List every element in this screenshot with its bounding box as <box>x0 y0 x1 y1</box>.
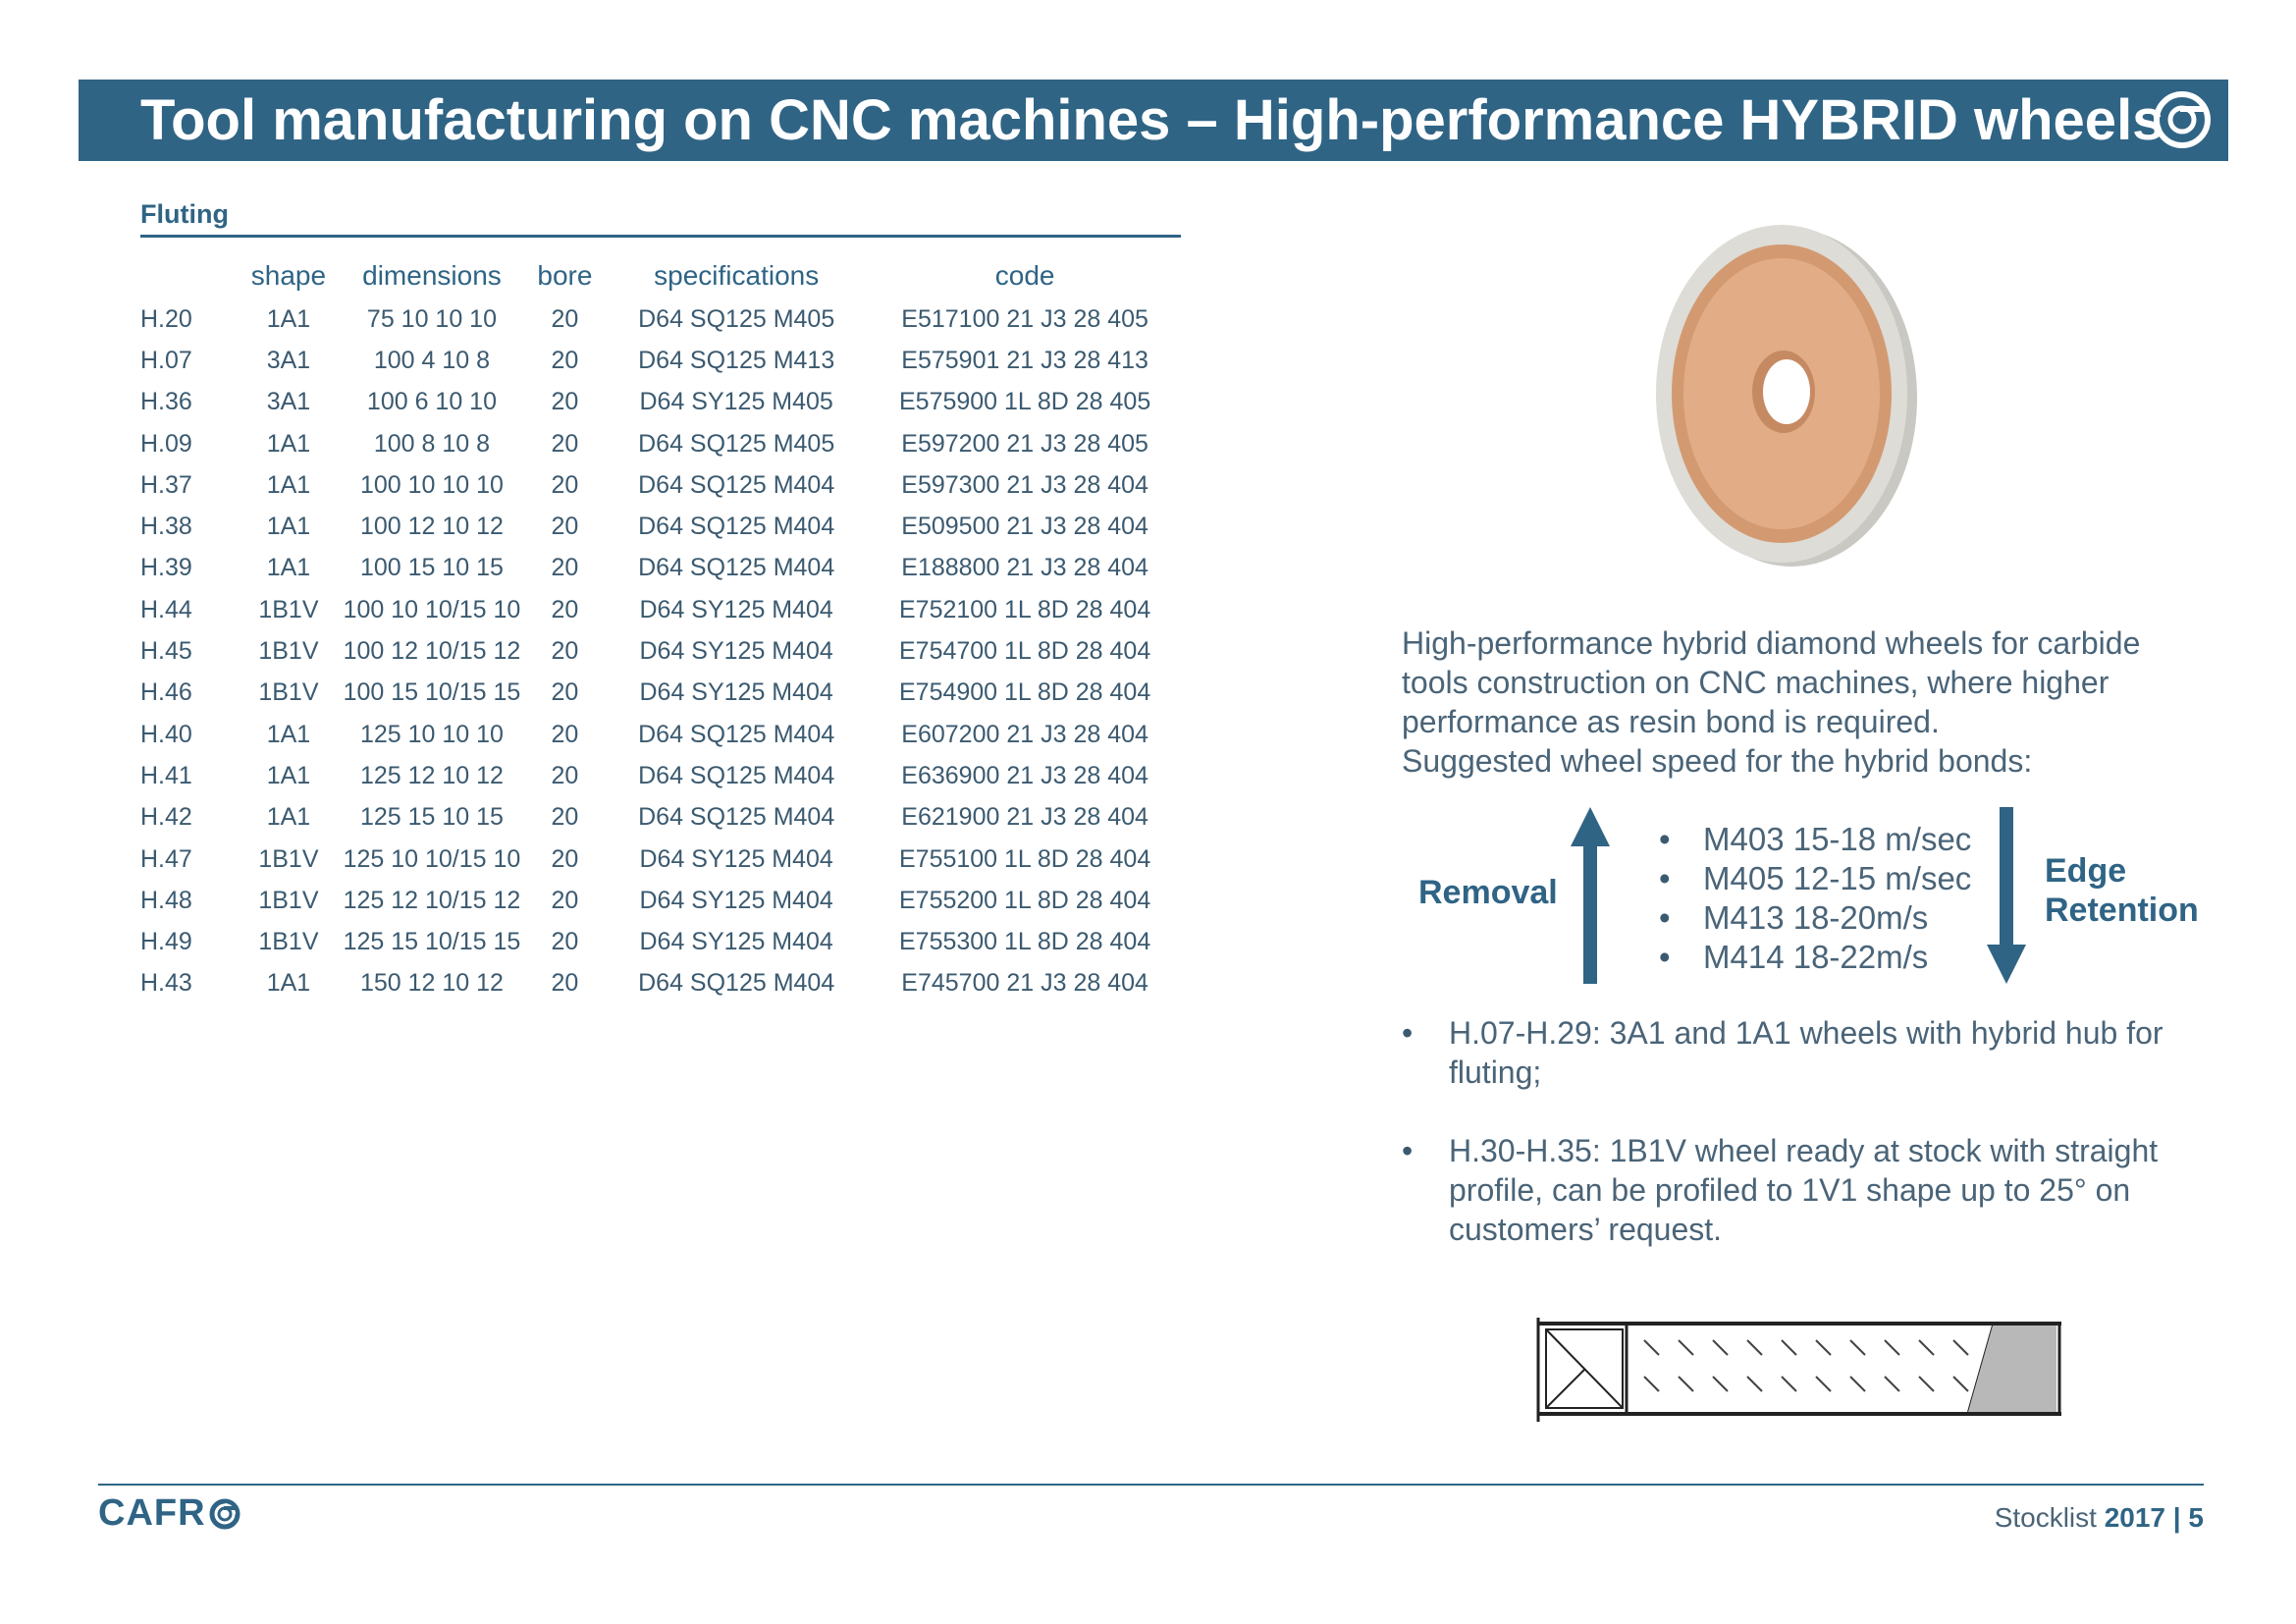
cell-bore: 20 <box>551 928 579 956</box>
cell-dimensions: 100 10 10 10 <box>359 470 504 499</box>
cafro-o-mark-icon <box>208 1497 241 1531</box>
arrow-up-icon <box>1571 807 1610 984</box>
cell-ref: H.49 <box>140 928 192 956</box>
cell-ref: H.07 <box>140 346 192 374</box>
cell-specifications: D64 SY125 M404 <box>639 844 833 873</box>
cell-specifications: D64 SQ125 M404 <box>638 803 835 832</box>
speed-item: • M414 18-22m/s <box>1659 938 1971 977</box>
cell-shape: 1A1 <box>266 513 311 541</box>
cell-dimensions: 100 12 10/15 12 <box>343 637 521 666</box>
cell-bore: 20 <box>551 554 579 582</box>
cell-specifications: D64 SY125 M404 <box>639 595 833 623</box>
cell-dimensions: 100 6 10 10 <box>366 388 497 416</box>
hybrid-wheel-image <box>1634 211 1929 574</box>
cell-code: E597200 21 J3 28 405 <box>901 429 1148 458</box>
cell-code: E636900 21 J3 28 404 <box>901 761 1148 789</box>
wheel-profile-drawing <box>1536 1316 2066 1424</box>
speed-item: • M403 15-18 m/sec <box>1659 820 1971 859</box>
cell-ref: H.09 <box>140 429 192 458</box>
cell-bore: 20 <box>551 346 579 374</box>
page-separator: | <box>2172 1502 2181 1533</box>
footer-page-info <box>1995 1502 2204 1534</box>
table-row <box>140 589 1181 630</box>
cell-shape: 1B1V <box>258 678 319 707</box>
cell-ref: H.46 <box>140 678 192 707</box>
cell-specifications: D64 SQ125 M404 <box>638 470 835 499</box>
col-dimensions-header: dimensions <box>362 260 502 291</box>
table-row <box>140 921 1181 962</box>
cell-dimensions: 125 10 10/15 10 <box>343 844 521 873</box>
col-shape-header: shape <box>250 260 327 291</box>
table-row <box>140 464 1181 506</box>
footer-logo <box>98 1492 241 1535</box>
table-row <box>140 340 1181 381</box>
cell-dimensions: 100 10 10/15 10 <box>343 595 521 623</box>
cell-bore: 20 <box>551 429 579 458</box>
cell-bore: 20 <box>551 803 579 832</box>
cell-bore: 20 <box>551 720 579 748</box>
cell-shape: 1A1 <box>266 803 311 832</box>
header-banner <box>79 80 2228 161</box>
cell-shape: 1B1V <box>258 928 319 956</box>
cell-ref: H.37 <box>140 470 192 499</box>
cell-code: E745700 21 J3 28 404 <box>901 969 1148 998</box>
cell-dimensions: 100 15 10 15 <box>359 554 504 582</box>
arrow-down-icon <box>1987 807 2026 984</box>
table-row <box>140 839 1181 880</box>
cell-ref: H.43 <box>140 969 192 998</box>
table-row <box>140 548 1181 589</box>
cell-bore: 20 <box>551 513 579 541</box>
cell-dimensions: 125 15 10 15 <box>359 803 504 832</box>
cell-code: E517100 21 J3 28 405 <box>901 304 1148 333</box>
cell-ref: H.45 <box>140 637 192 666</box>
cell-ref: H.20 <box>140 304 192 333</box>
table-row <box>140 298 1181 340</box>
cell-ref: H.48 <box>140 886 192 914</box>
footer-brand-text: CAFR <box>98 1492 206 1534</box>
cell-specifications: D64 SQ125 M404 <box>638 761 835 789</box>
cell-bore: 20 <box>551 470 579 499</box>
page-title: Tool manufacturing on CNC machines – High-performance HYBRID wheels <box>140 88 2164 152</box>
cell-code: E754700 1L 8D 28 404 <box>898 637 1151 666</box>
cell-specifications: D64 SY125 M405 <box>639 388 833 416</box>
col-specifications-header: specifications <box>654 260 820 291</box>
cell-shape: 3A1 <box>266 346 311 374</box>
cell-code: E755300 1L 8D 28 404 <box>898 928 1151 956</box>
cell-code: E755200 1L 8D 28 404 <box>898 886 1151 914</box>
description-line: Suggested wheel speed for the hybrid bonds: <box>1402 743 2033 779</box>
cell-code: E755100 1L 8D 28 404 <box>898 844 1151 873</box>
cell-specifications: D64 SQ125 M404 <box>638 969 835 998</box>
description <box>1402 623 2226 781</box>
cell-dimensions: 125 12 10 12 <box>359 761 504 789</box>
table-row <box>140 630 1181 672</box>
cell-bore: 20 <box>551 678 579 707</box>
cell-shape: 1B1V <box>258 844 319 873</box>
cell-code: E188800 21 J3 28 404 <box>901 554 1148 582</box>
col-bore-header: bore <box>537 260 593 291</box>
cell-shape: 1A1 <box>266 429 311 458</box>
cell-dimensions: 100 12 10 12 <box>359 513 504 541</box>
cell-code: E754900 1L 8D 28 404 <box>898 678 1151 707</box>
cell-ref: H.42 <box>140 803 192 832</box>
cell-specifications: D64 SY125 M404 <box>639 678 833 707</box>
col-code-header: code <box>994 260 1055 291</box>
cell-specifications: D64 SY125 M404 <box>639 637 833 666</box>
cell-ref: H.41 <box>140 761 192 789</box>
cell-bore: 20 <box>551 595 579 623</box>
edge-retention-line: Retention <box>2045 892 2199 929</box>
cell-ref: H.36 <box>140 388 192 416</box>
cell-ref: H.47 <box>140 844 192 873</box>
cell-bore: 20 <box>551 761 579 789</box>
cell-bore: 20 <box>551 304 579 333</box>
cell-specifications: D64 SQ125 M404 <box>638 720 835 748</box>
table-row <box>140 755 1181 796</box>
cell-code: E597300 21 J3 28 404 <box>901 470 1148 499</box>
cell-code: E575900 1L 8D 28 405 <box>898 388 1151 416</box>
stocklist-label: Stocklist <box>1994 1502 2097 1533</box>
cell-ref: H.39 <box>140 554 192 582</box>
description-line: tools construction on CNC machines, where higher <box>1402 665 2109 700</box>
note-item: • H.30-H.35: 1B1V wheel ready at stock with straight profile, can be profiled to 1V1 shape up to 25° on customers’ request. <box>1402 1131 2226 1249</box>
cell-specifications: D64 SY125 M404 <box>639 928 833 956</box>
cell-code: E621900 21 J3 28 404 <box>901 803 1148 832</box>
cell-dimensions: 125 10 10 10 <box>359 720 504 748</box>
table-row <box>140 382 1181 423</box>
cell-shape: 1A1 <box>266 761 311 789</box>
cell-bore: 20 <box>551 886 579 914</box>
cell-dimensions: 125 12 10/15 12 <box>343 886 521 914</box>
cafro-logo-icon <box>2151 88 2214 151</box>
cell-bore: 20 <box>551 388 579 416</box>
cell-shape: 1A1 <box>266 304 311 333</box>
edge-retention-line: Edge <box>2045 852 2127 890</box>
cell-shape: 1B1V <box>258 637 319 666</box>
cell-specifications: D64 SQ125 M404 <box>638 554 835 582</box>
cell-ref: H.44 <box>140 595 192 623</box>
page-number: 5 <box>2188 1502 2204 1533</box>
cell-specifications: D64 SQ125 M405 <box>638 304 835 333</box>
cell-specifications: D64 SQ125 M413 <box>638 346 835 374</box>
col-ref-header <box>140 253 240 298</box>
footer-divider <box>98 1484 2204 1486</box>
speed-item: • M413 18-20m/s <box>1659 898 1971 938</box>
cell-shape: 1A1 <box>266 720 311 748</box>
cell-bore: 20 <box>551 844 579 873</box>
cell-ref: H.38 <box>140 513 192 541</box>
table-row <box>140 506 1181 547</box>
cell-specifications: D64 SY125 M404 <box>639 886 833 914</box>
description-line: High-performance hybrid diamond wheels for carbide <box>1402 625 2141 661</box>
table-row <box>140 797 1181 839</box>
table-row <box>140 673 1181 714</box>
cell-code: E607200 21 J3 28 404 <box>901 720 1148 748</box>
description-line: performance as resin bond is required. <box>1402 704 1940 739</box>
speed-list <box>1659 820 1971 977</box>
cell-code: E509500 21 J3 28 404 <box>901 513 1148 541</box>
cell-bore: 20 <box>551 969 579 998</box>
removal-label: Removal <box>1418 874 1558 911</box>
cell-shape: 1B1V <box>258 595 319 623</box>
cell-dimensions: 75 10 10 10 <box>366 304 497 333</box>
cell-dimensions: 100 15 10/15 15 <box>343 678 521 707</box>
cell-ref: H.40 <box>140 720 192 748</box>
specs-table <box>140 253 1181 1004</box>
notes-list <box>1402 1013 2226 1288</box>
cell-shape: 3A1 <box>266 388 311 416</box>
cell-code: E752100 1L 8D 28 404 <box>898 595 1151 623</box>
speed-item: • M405 12-15 m/sec <box>1659 859 1971 898</box>
section-title: Fluting <box>140 199 229 229</box>
table-row <box>140 880 1181 921</box>
edge-retention-label <box>2045 851 2199 930</box>
cell-dimensions: 125 15 10/15 15 <box>343 928 521 956</box>
cell-specifications: D64 SQ125 M404 <box>638 513 835 541</box>
cell-dimensions: 150 12 10 12 <box>359 969 504 998</box>
table-row <box>140 714 1181 755</box>
cell-dimensions: 100 8 10 8 <box>373 429 491 458</box>
cell-specifications: D64 SQ125 M405 <box>638 429 835 458</box>
table-body <box>140 298 1181 1004</box>
cell-shape: 1A1 <box>266 554 311 582</box>
note-item: • H.07-H.29: 3A1 and 1A1 wheels with hybrid hub for fluting; <box>1402 1013 2226 1092</box>
cell-shape: 1A1 <box>266 969 311 998</box>
table-header-row <box>140 253 1181 298</box>
cell-shape: 1B1V <box>258 886 319 914</box>
section-divider <box>140 235 1181 238</box>
table-row <box>140 963 1181 1004</box>
table-row <box>140 423 1181 464</box>
cell-code: E575901 21 J3 28 413 <box>901 346 1148 374</box>
cell-bore: 20 <box>551 637 579 666</box>
cell-dimensions: 100 4 10 8 <box>373 346 491 374</box>
cell-shape: 1A1 <box>266 470 311 499</box>
stocklist-year: 2017 <box>2104 1502 2166 1533</box>
